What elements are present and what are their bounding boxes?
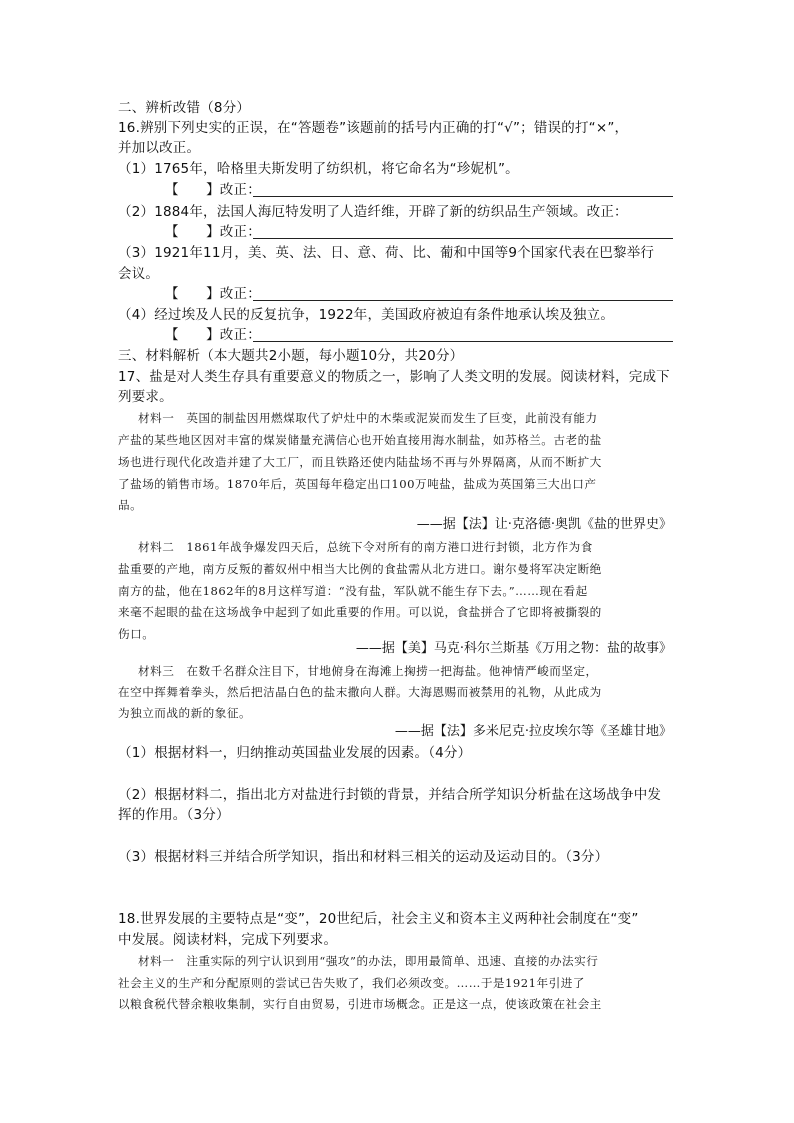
q17-material3-line2: 在空中挥舞着拳头，然后把洁晶白色的盐末撒向人群。大海恩赐而被禁用的礼物，从此成为: [118, 685, 602, 699]
q16-item-3-answer-label: 【 】改正：: [165, 286, 261, 302]
q17-material1-line2: 产盐的某些地区因对丰富的煤炭储量充满信心也开始直接用海水制盐，如苏格兰。古老的盐: [118, 433, 602, 447]
q17-question-3: （3）根据材料三并结合所学知识，指出和材料三相关的运动及运动目的。（3分）: [118, 849, 609, 865]
q17-source3: ——据【法】多米尼克·拉皮埃尔等《圣雄甘地》: [394, 724, 672, 739]
q18-stem-line2: 中发展。阅读材料，完成下列要求。: [118, 932, 338, 948]
q16-item-3-line2: 会议。: [118, 266, 160, 282]
q16-item-1-answer-label: 【 】改正：: [165, 182, 261, 198]
q17-material2-line3: 南方的盐，他在1862年的8月这样写道：“没有盐，军队就不能生存下去。”……现在看起: [118, 584, 588, 598]
q16-item-2-answer-line[interactable]: [253, 238, 673, 239]
q17-question-1: （1）根据材料一，归纳推动英国盐业发展的因素。（4分）: [118, 745, 472, 761]
q16-item-1-answer-line[interactable]: [253, 196, 673, 197]
q17-material2-line4: 来毫不起眼的盐在这场战争中起到了如此重要的作用。可以说，食盐拼合了它即将被撕裂的: [118, 605, 602, 619]
q17-material3-line3: 为独立而战的新的象征。: [118, 706, 252, 720]
q16-item-2-answer-label: 【 】改正：: [165, 224, 261, 240]
q17-source2: ——据【美】马克·科尔兰斯基《万用之物：盐的故事》: [355, 641, 672, 656]
q16-item-3-answer-line[interactable]: [253, 300, 673, 301]
q16-item-4: （4）经过埃及人民的反复抗争，1922年，美国政府被迫有条件地承认埃及独立。: [118, 307, 615, 323]
section-3-title: 三、材料解析（本大题共2小题，每小题10分，共20分）: [118, 348, 464, 364]
q17-material2-line1: 材料二 1861年战争爆发四天后，总统下令对所有的南方港口进行封锁，北方作为食: [138, 540, 593, 554]
q16-stem-line1: 16.辨别下列史实的正误，在“答题卷”该题前的括号内正确的打“√”；错误的打“×”，: [118, 120, 629, 136]
q17-stem-line1: 17、盐是对人类生存具有重要意义的物质之一，影响了人类文明的发展。阅读材料，完成下: [118, 369, 670, 385]
q17-material1-line4: 了盐场的销售市场。1870年后，英国每年稳定出口100万吨盐，盐成为英国第三大出口产: [118, 477, 597, 491]
q17-material2-line5: 伤口。: [118, 627, 155, 641]
q17-material1-line1: 材料一 英国的制盐因用燃煤取代了炉灶中的木柴或泥炭而发生了巨变，此前没有能力: [138, 411, 598, 425]
q17-stem-line2: 列要求。: [118, 389, 173, 405]
q16-item-3-line1: （3）1921年11月，美、英、法、日、意、荷、比、葡和中国等9个国家代表在巴黎举行: [118, 245, 655, 261]
q16-item-4-answer-label: 【 】改正：: [165, 327, 261, 343]
q17-question-2-line1: （2）根据材料二，指出北方对盐进行封锁的背景，并结合所学知识分析盐在这场战争中发: [118, 787, 662, 803]
q16-item-2: （2）1884年，法国人海厄特发明了人造纤维，开辟了新的纺织品生产领域。改正：: [118, 204, 628, 220]
q18-stem-line1: 18.世界发展的主要特点是“变”，20世纪后，社会主义和资本主义两种社会制度在“变”: [118, 911, 639, 927]
q17-material2-line2: 盐重要的产地，南方反叛的蓄奴州中相当大比例的食盐需从北方进口。谢尔曼将军决定断绝: [118, 562, 602, 576]
section-2-title: 二、辨析改错（8分）: [118, 100, 251, 116]
q16-item-1: （1）1765年，哈格里夫斯发明了纺织机，将它命名为“珍妮机”。: [118, 161, 519, 177]
q18-material1-line2: 社会主义的生产和分配原则的尝试已告失败了，我们必须改变。……于是1921年引进了: [118, 976, 585, 990]
q18-material1-line3: 以粮食税代替余粮收集制，实行自由贸易，引进市场概念。正是这一点，使该政策在社会主: [118, 997, 602, 1011]
q18-material1-line1: 材料一 注重实际的列宁认识到用“强攻”的办法，即用最简单、迅速、直接的办法实行: [138, 954, 599, 968]
q16-stem-line2: 并加以改正。: [118, 140, 201, 156]
q17-question-2-line2: 挥的作用。（3分）: [118, 807, 230, 823]
q16-item-4-answer-line[interactable]: [253, 341, 673, 342]
q17-material1-line5: 品。: [118, 498, 143, 512]
q17-material3-line1: 材料三 在数千名群众注目下，甘地俯身在海滩上掬捞一把海盐。他神情严峻而坚定，: [138, 664, 598, 678]
q17-material1-line3: 场也进行现代化改造并建了大工厂，而且铁路还使内陆盐场不再与外界隔离，从而不断扩大: [118, 455, 602, 469]
q17-source1: ——据【法】让·克洛德·奥凯《盐的世界史》: [416, 517, 672, 532]
